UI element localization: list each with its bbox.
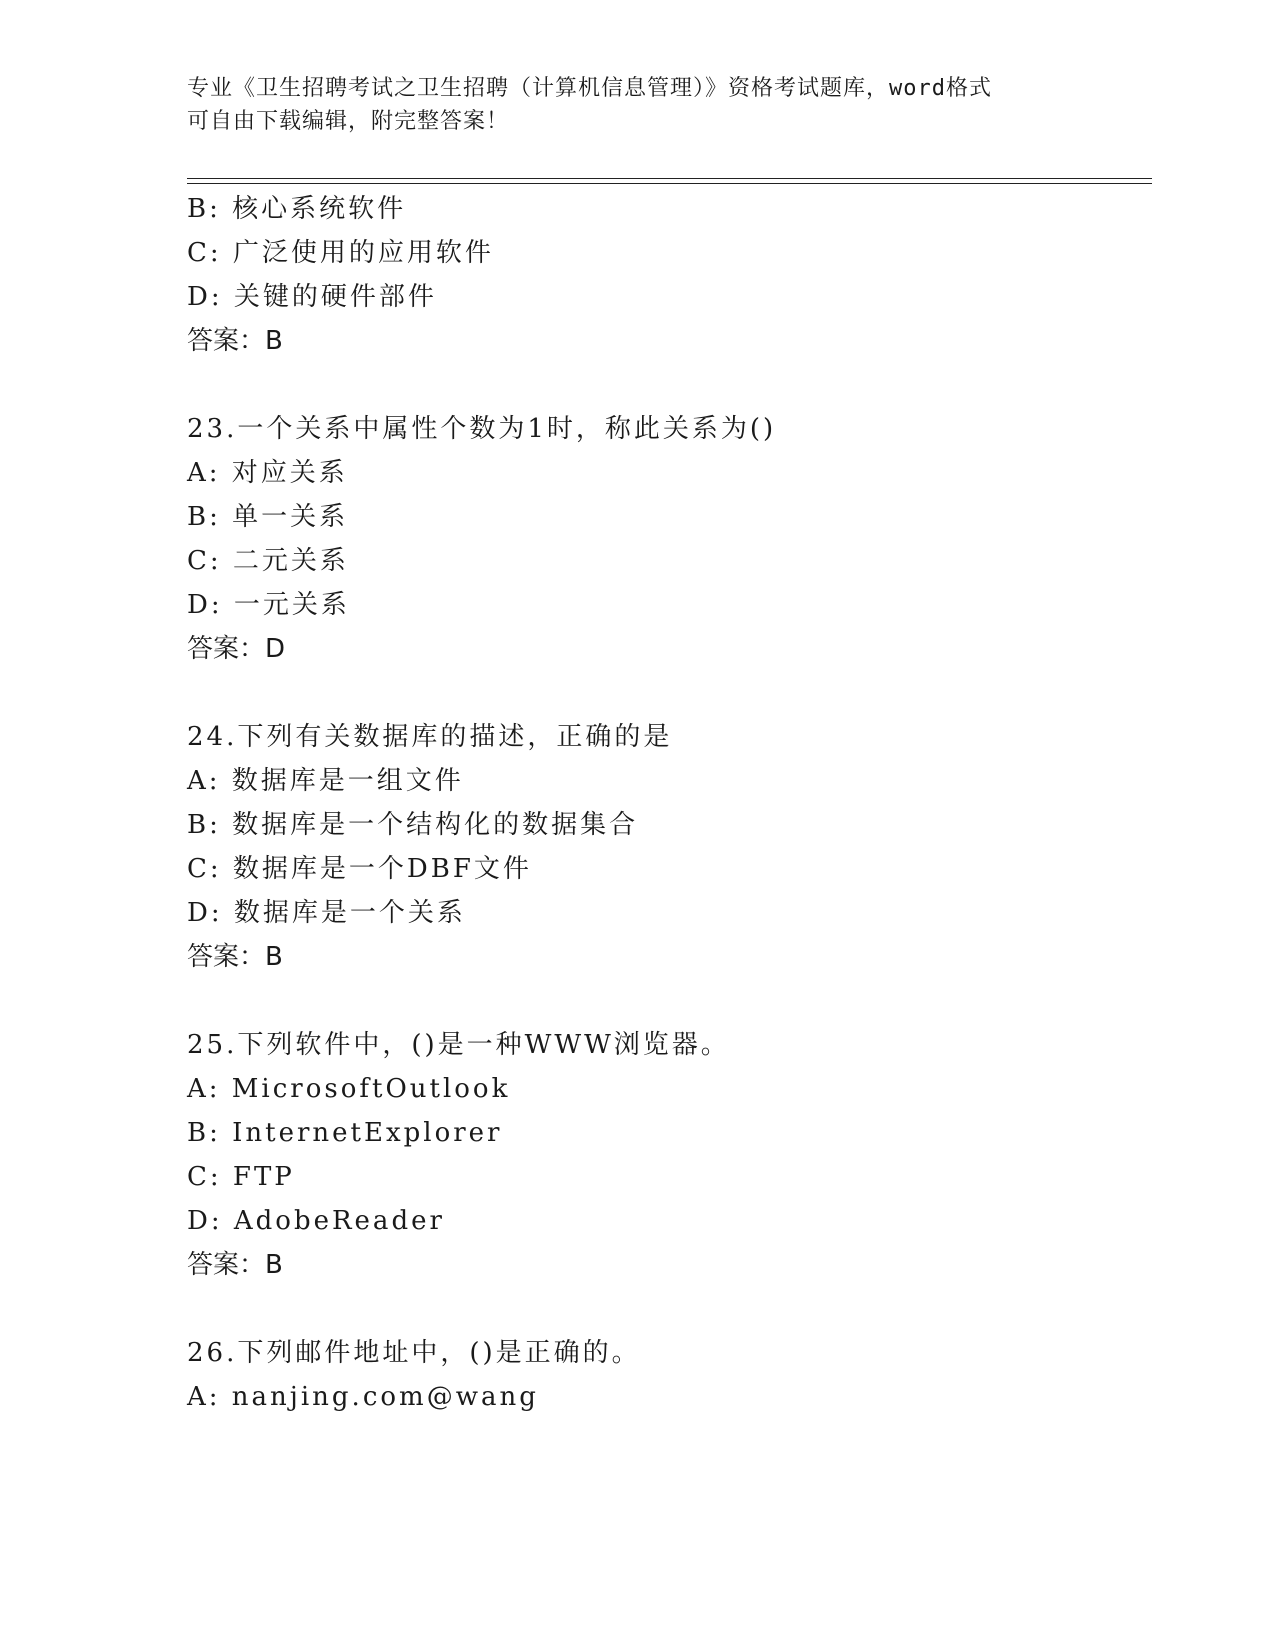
option-line: A: 数据库是一组文件 — [187, 766, 464, 796]
option-line: B: 核心系统软件 — [187, 194, 407, 224]
option-line: D: 一元关系 — [187, 590, 350, 620]
question-line: 25.下列软件中，()是一种WWW浏览器。 — [187, 1030, 730, 1060]
option-line: D: 关键的硬件部件 — [187, 282, 437, 312]
header-divider-bottom — [187, 183, 1152, 184]
option-line: D: AdobeReader — [187, 1206, 445, 1236]
answer-line: 答案：B — [187, 942, 283, 972]
option-line: C: 数据库是一个DBF文件 — [187, 854, 532, 884]
option-line: C: 广泛使用的应用软件 — [187, 238, 494, 268]
option-line: A: nanjing.com@wang — [187, 1382, 539, 1412]
answer-line: 答案：B — [187, 326, 283, 356]
option-line: C: 二元关系 — [187, 546, 349, 576]
option-line: B: 数据库是一个结构化的数据集合 — [187, 810, 639, 840]
option-line: C: FTP — [187, 1162, 295, 1192]
option-line: B: 单一关系 — [187, 502, 349, 532]
document-header — [187, 72, 1087, 138]
header-divider-top — [187, 178, 1152, 179]
question-line: 26.下列邮件地址中，()是正确的。 — [187, 1338, 641, 1368]
answer-line: 答案：D — [187, 634, 286, 664]
header-line-2: 可自由下载编辑，附完整答案！ — [187, 109, 510, 134]
option-line: D: 数据库是一个关系 — [187, 898, 466, 928]
header-line-1: 专业《卫生招聘考试之卫生招聘（计算机信息管理）》资格考试题库，word格式 — [187, 76, 992, 101]
question-line: 24.下列有关数据库的描述，正确的是 — [187, 722, 673, 752]
option-line: A: 对应关系 — [187, 458, 348, 488]
question-line: 23.一个关系中属性个数为1时，称此关系为() — [187, 414, 777, 444]
option-line: B: InternetExplorer — [187, 1118, 503, 1148]
option-line: A: MicrosoftOutlook — [187, 1074, 511, 1104]
answer-line: 答案：B — [187, 1250, 283, 1280]
